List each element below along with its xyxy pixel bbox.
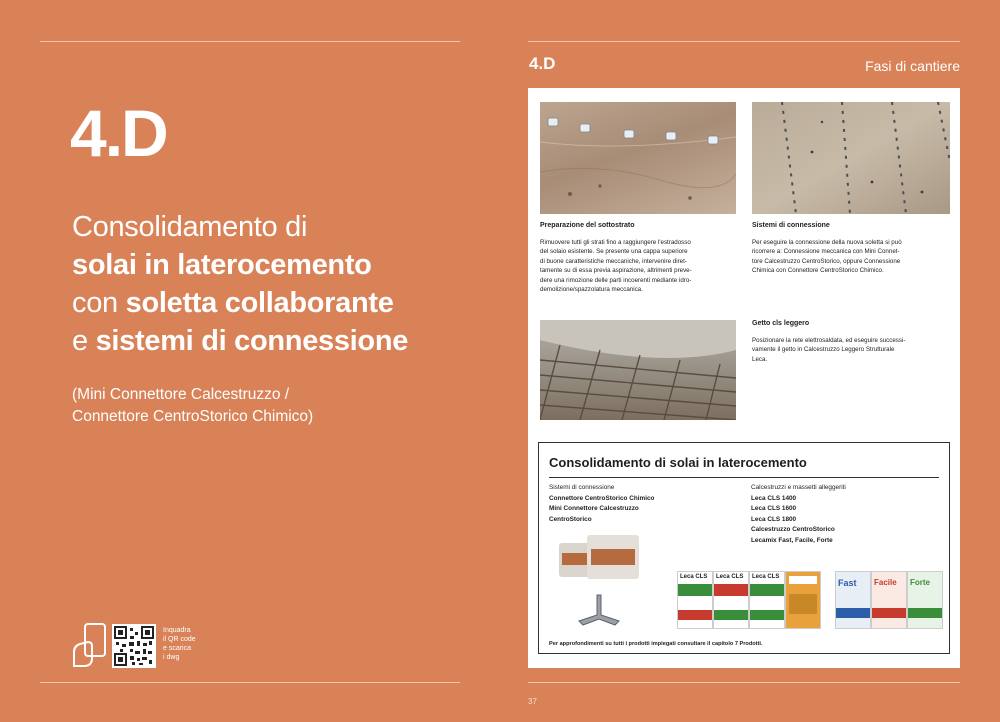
box-footnote: Per approfondimenti su tutti i prodotti impiegati consultare il capitolo 7 Prodotti. <box>549 641 763 647</box>
qr-caption-line: il QR code <box>163 636 196 643</box>
lecamix-forte-bag: Forte <box>907 571 943 629</box>
top-rule-right <box>528 41 960 42</box>
calcestruzzo-centrostorico-bag <box>785 571 821 629</box>
mini-connector-image <box>569 593 629 629</box>
box-divider <box>549 477 939 478</box>
subtitle-line: Connettore CentroStorico Chimico) <box>72 408 314 425</box>
step-heading: Sistemi di connessione <box>752 222 830 229</box>
hand-phone-icon <box>70 622 110 668</box>
list-item: Leca CLS 1400 <box>751 494 797 502</box>
leca-cls-bag: Leca CLS <box>713 571 749 629</box>
content-sheet <box>528 88 960 668</box>
page-number: 37 <box>528 697 537 706</box>
step-heading: Preparazione del sottostrato <box>540 222 635 229</box>
title-line: Consolidamento di <box>72 211 308 243</box>
substrate-photo <box>540 102 736 214</box>
products-box <box>538 442 950 654</box>
page-subtitle <box>72 384 313 428</box>
connectors-photo <box>752 102 950 214</box>
concrete-list <box>751 483 846 546</box>
chapter-code: 4.D <box>70 96 167 170</box>
section-code: 4.D <box>529 54 556 73</box>
chemical-connector-tub <box>587 535 639 579</box>
top-rule-left <box>40 41 460 42</box>
qr-caption <box>163 626 196 662</box>
list-item: Lecamix Fast, Facile, Forte <box>751 536 833 544</box>
qr-caption-line: i dwg <box>163 654 180 661</box>
leca-cls-bag: Leca CLS <box>749 571 785 629</box>
leca-cls-bag: Leca CLS <box>677 571 713 629</box>
list-item: Calcestruzzo CentroStorico <box>751 526 835 533</box>
lecamix-fast-bag: Fast <box>835 571 871 629</box>
title-line: solai in laterocemento <box>72 249 372 281</box>
list-item: Mini Connettore Calcestruzzo <box>549 505 639 512</box>
subtitle-line: (Mini Connettore Calcestruzzo / <box>72 386 290 403</box>
step-heading: Getto cls leggero <box>752 320 810 327</box>
lecamix-facile-bag: Facile <box>871 571 907 629</box>
step-text: Rimuovere tutti gli strati fino a raggiungere l'estradosso del solaio esistente. Se presente una cappa superiore di buone caratteristiche meccaniche, intervenire diret- tamente su di essa previa aspirazione, altrimenti preve- dere una rimozione delle parti incoerenti mediante idro- demolizione/spazzolatura meccanica. <box>540 239 692 294</box>
bottom-rule-left <box>40 682 460 683</box>
section-title: Fasi di cantiere <box>865 58 960 74</box>
list-item: Leca CLS 1800 <box>751 515 797 523</box>
qr-code[interactable] <box>112 624 156 668</box>
page-title <box>72 208 408 360</box>
qr-caption-line: e scarica <box>163 645 192 652</box>
concrete-pour-photo <box>540 320 736 420</box>
step-text: Per eseguire la connessione della nuova soletta si può ricorrere a: Connessione meccanica con Mini Connet- tore Calcestruzzo CentroStorico, oppure Connessione Chimica con Connettore CentroStorico Chimico. <box>752 239 902 275</box>
list-item: Connettore CentroStorico Chimico <box>549 494 655 502</box>
title-line: e sistemi di connessione <box>72 325 409 357</box>
bottom-rule-right <box>528 682 960 683</box>
list-item: CentroStorico <box>549 515 592 523</box>
title-line: con soletta collaborante <box>72 287 394 319</box>
list-item: Leca CLS 1600 <box>751 505 797 512</box>
step-text: Posizionare la rete elettrosaldata, ed eseguire successi- vamente il getto in Calcestruzzo Leggero Strutturale Leca. <box>752 337 906 363</box>
box-title: Consolidamento di solai in laterocemento <box>549 455 807 470</box>
connection-systems-list <box>549 483 654 525</box>
list-heading: Calcestruzzi e massetti alleggeriti <box>751 484 846 491</box>
list-heading: Sistemi di connessione <box>549 484 615 491</box>
qr-caption-line: Inquadra <box>163 627 191 634</box>
